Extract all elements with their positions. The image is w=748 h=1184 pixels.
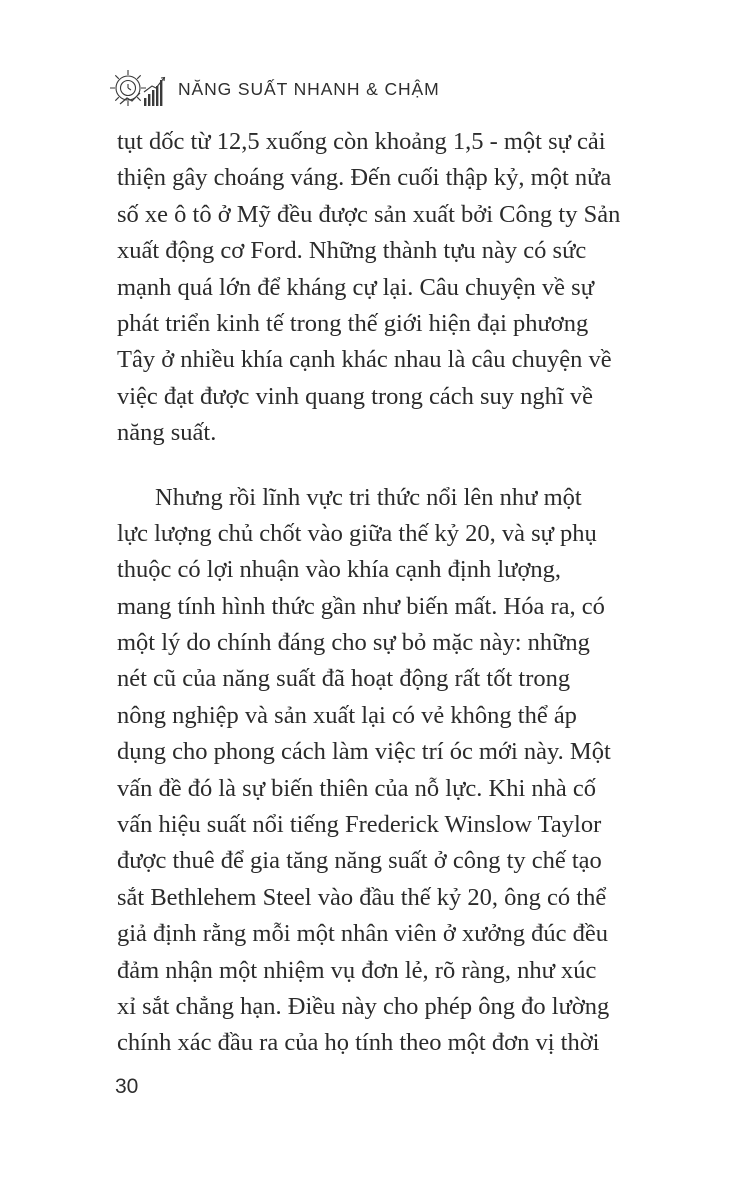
text-line: Nhưng rồi lĩnh vực tri thức nổi lên như một: [155, 483, 582, 511]
text-line: vấn đề đó là sự biến thiên của nỗ lực. Khi nhà cố: [117, 774, 596, 802]
text-line: giả định rằng mỗi một nhân viên ở xưởng đúc đều: [117, 920, 608, 948]
text-line: lực lượng chủ chốt vào giữa thế kỷ 20, và sự phụ: [117, 519, 597, 547]
running-header: [106, 66, 440, 112]
text-line: vấn hiệu suất nổi tiếng Frederick Winslow Taylor: [117, 811, 602, 839]
text-line: thiện gây choáng váng. Đến cuối thập kỷ, một nửa: [117, 164, 612, 192]
text-line: sắt Bethlehem Steel vào đầu thế kỷ 20, ông có thể: [117, 883, 607, 911]
text-line: nông nghiệp và sản xuất lại có vẻ không thể áp: [117, 701, 577, 729]
text-line: phát triển kinh tế trong thế giới hiện đại phương: [117, 309, 589, 337]
text-line: xuất động cơ Ford. Những thành tựu này có sức: [117, 237, 587, 265]
text-line: dụng cho phong cách làm việc trí óc mới này. Một: [117, 738, 611, 766]
body-text: [117, 124, 623, 1062]
running-header-title: NĂNG SUẤT NHANH & CHẬM: [178, 78, 440, 99]
gear-chart-logo-icon: [106, 66, 168, 112]
text-line: việc đạt được vinh quang trong cách suy nghĩ về: [117, 382, 593, 410]
text-line: chính xác đầu ra của họ tính theo một đơn vị thời: [117, 1029, 600, 1057]
text-line: được thuê để gia tăng năng suất ở công ty chế tạo: [117, 847, 602, 875]
text-line: xỉ sắt chẳng hạn. Điều này cho phép ông đo lường: [117, 992, 610, 1020]
text-line: một lý do chính đáng cho sự bỏ mặc này: những: [117, 629, 590, 657]
paragraph-spacer: [117, 452, 623, 480]
text-line: mang tính hình thức gần như biến mất. Hóa ra, có: [117, 592, 605, 620]
page-number: 30: [115, 1075, 139, 1098]
text-line: tụt dốc từ 12,5 xuống còn khoảng 1,5 - một sự cải: [117, 128, 606, 155]
paragraph: [117, 480, 623, 1062]
text-line: nét cũ của năng suất đã hoạt động rất tốt trong: [117, 665, 571, 693]
text-line: số xe ô tô ở Mỹ đều được sản xuất bởi Công ty Sản: [117, 200, 621, 228]
text-line: mạnh quá lớn để kháng cự lại. Câu chuyện về sự: [117, 273, 594, 301]
paragraph: [117, 124, 623, 452]
text-line: năng suất.: [117, 419, 217, 447]
text-line: đảm nhận một nhiệm vụ đơn lẻ, rõ ràng, như xúc: [117, 956, 597, 984]
text-line: Tây ở nhiều khía cạnh khác nhau là câu chuyện về: [117, 346, 612, 374]
text-line: thuộc có lợi nhuận vào khía cạnh định lượng,: [117, 556, 562, 584]
